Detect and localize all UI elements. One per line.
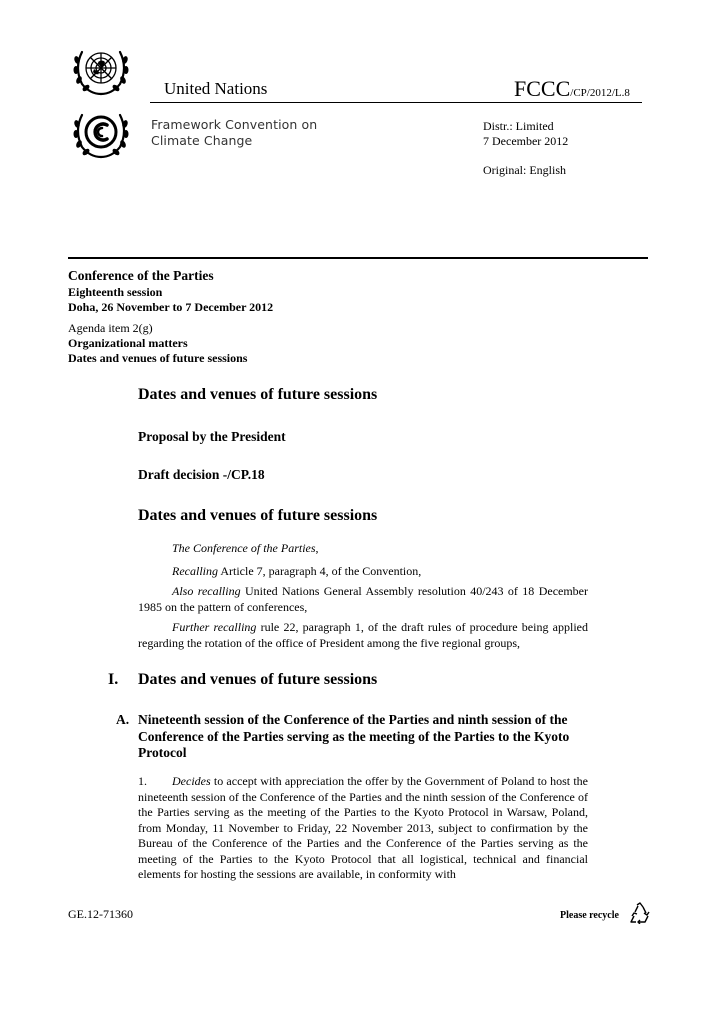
meeting-session: Eighteenth session: [68, 285, 163, 299]
header-rule: [150, 102, 642, 103]
organization-name: United Nations: [164, 79, 268, 98]
section-number: I.: [108, 671, 119, 688]
draft-decision-heading: Draft decision -/CP.18: [138, 467, 265, 482]
preamble-paragraph: Also recalling United Nations General Assembly resolution 40/243 of 18 December 1985 on the pattern of conferences,: [138, 584, 588, 614]
symbol-main: FCCC: [514, 76, 571, 101]
recycle-icon: [628, 902, 652, 924]
preamble-paragraph: The Conference of the Parties,: [172, 541, 319, 555]
meeting-place-dates: Doha, 26 November to 7 December 2012: [68, 300, 274, 314]
document-symbol: [514, 76, 630, 102]
meeting-body: Conference of the Parties: [68, 268, 214, 283]
agenda-item: Agenda item 2(g): [68, 321, 153, 335]
agenda-subtitle: Dates and venues of future sessions: [68, 351, 248, 365]
paragraph-number: 1.: [138, 774, 147, 788]
decision-title: Dates and venues of future sessions: [138, 507, 378, 524]
subsection-title: Nineteenth session of the Conference of the Parties and ninth session of the Conference of the Parties serving as the meeting of the Parties to the Kyoto Protocol: [138, 712, 570, 760]
subsection-letter: A.: [116, 712, 130, 727]
distribution: Distr.: Limited: [483, 119, 554, 133]
header-separator: [68, 257, 648, 259]
document-title: Dates and venues of future sessions: [138, 386, 378, 403]
un-emblem-icon: [68, 42, 134, 100]
preamble-paragraph: Further recalling rule 22, paragraph 1, of the draft rules of procedure being applied regarding the rotation of the office of President among the five regional groups,: [138, 620, 588, 650]
fccc-name-line2: Climate Change: [151, 133, 253, 148]
section-title: Dates and venues of future sessions: [138, 671, 378, 688]
document-job-number: GE.12-71360: [68, 907, 133, 921]
proposal-heading: Proposal by the President: [138, 429, 286, 444]
preamble-paragraph: Recalling Article 7, paragraph 4, of the Convention,: [172, 564, 422, 578]
fccc-name-line1: Framework Convention on: [151, 117, 318, 132]
unfccc-logo-icon: [70, 106, 132, 162]
original-language: Original: English: [483, 163, 566, 177]
document-date: 7 December 2012: [483, 134, 569, 148]
symbol-suffix: /CP/2012/L.8: [570, 87, 630, 99]
operative-paragraph-1: 1. Decides to accept with appreciation the offer by the Government of Poland to host the nineteenth session of the Conference of the Parties and the ninth session of the Conference of the Parties serving as the meeting of the Parties to the Kyoto Protocol in Warsaw, Poland, from Monday, 11 November to Friday, 22 November 2013, subject to confirmation by the Bureau of the Conference of the Parties and the Conference of the Parties serving as the meeting of the Parties to the Kyoto Protocol that all logistical, technical and financial elements for hosting the sessions are available, in conformity with: [138, 774, 588, 881]
agenda-title: Organizational matters: [68, 336, 188, 350]
recycle-label: Please recycle: [560, 910, 619, 921]
